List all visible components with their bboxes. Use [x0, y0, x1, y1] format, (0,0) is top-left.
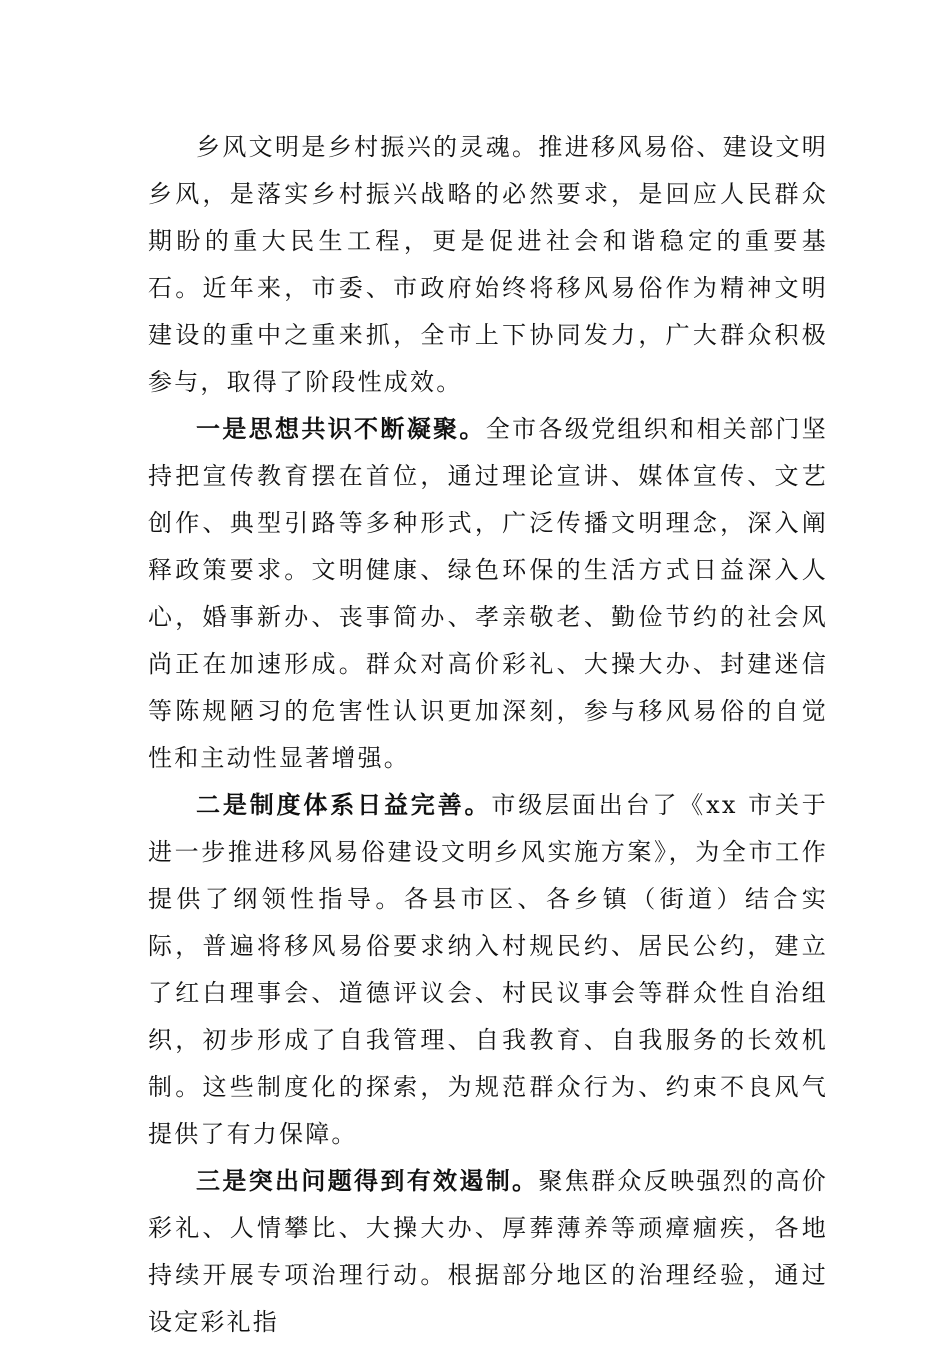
paragraph-problems-heading: 三是突出问题得到有效遏制。 — [196, 1167, 539, 1195]
paragraph-problems — [148, 1158, 828, 1346]
paragraph-intro — [148, 124, 828, 406]
paragraph-system-text: 市级层面出台了《xx 市关于进一步推进移风易俗建设文明乡风实施方案》，为全市工作提供了纲领性指导。各县市区、各乡镇（街道）结合实际，普遍将移风易俗要求纳入村规民约、居民公约，建立了红白理事会、道德评议会、村民议事会等群众性自治组织，初步形成了自我管理、自我教育、自我服务的长效机制。这些制度化的探索，为规范群众行为、约束不良风气提供了有力保障。 — [148, 791, 829, 1148]
paragraph-consensus-heading: 一是思想共识不断凝聚。 — [196, 415, 486, 443]
document-body — [148, 124, 828, 1346]
paragraph-intro-text: 乡风文明是乡村振兴的灵魂。推进移风易俗、建设文明乡风，是落实乡村振兴战略的必然要求，是回应人民群众期盼的重大民生工程，更是促进社会和谐稳定的重要基石。近年来，市委、市政府始终将移风易俗作为精神文明建设的重中之重来抓，全市上下协同发力，广大群众积极参与，取得了阶段性成效。 — [148, 133, 828, 396]
paragraph-consensus — [148, 406, 828, 782]
paragraph-problems-text: 聚焦群众反映强烈的高价彩礼、人情攀比、大操大办、厚葬薄养等顽瘴痼疾，各地持续开展专项治理行动。根据部分地区的治理经验，通过设定彩礼指 — [148, 1167, 828, 1336]
paragraph-consensus-text: 全市各级党组织和相关部门坚持把宣传教育摆在首位，通过理论宣讲、媒体宣传、文艺创作、典型引路等多种形式，广泛传播文明理念，深入阐释政策要求。文明健康、绿色环保的生活方式日益深入人心，婚事新办、丧事简办、孝亲敬老、勤俭节约的社会风尚正在加速形成。群众对高价彩礼、大操大办、封建迷信等陈规陋习的危害性认识更加深刻，参与移风易俗的自觉性和主动性显著增强。 — [148, 415, 828, 772]
paragraph-system-heading: 二是制度体系日益完善。 — [196, 791, 492, 819]
paragraph-system — [148, 782, 828, 1158]
